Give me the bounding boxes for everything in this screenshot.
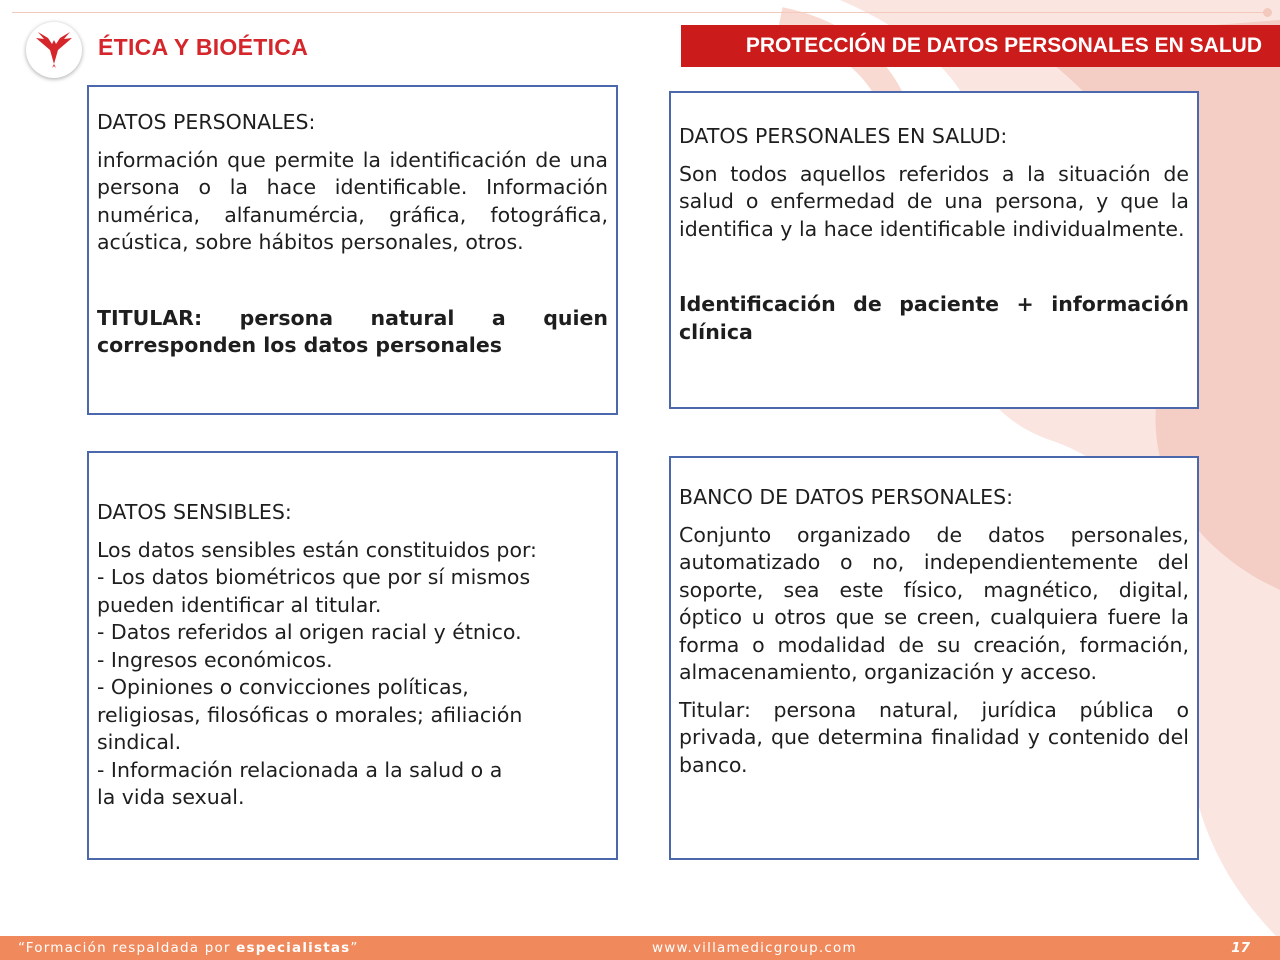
list-item: - Información relacionada a la salud o a	[97, 757, 503, 782]
section-title-banner	[681, 25, 1280, 67]
health-data-card	[669, 91, 1199, 409]
page-number: 17	[1231, 940, 1250, 956]
card-heading: DATOS PERSONALES EN SALUD:	[679, 124, 1008, 148]
card-heading: DATOS SENSIBLES:	[97, 500, 292, 524]
list-item: - Opiniones o convicciones políticas,	[97, 675, 469, 699]
footer-website: www.villamedicgroup.com	[652, 940, 857, 956]
list-item: pueden identificar al titular.	[97, 592, 382, 617]
card-body: información que permite la identificación de una persona o la hace identificable. Información numérica, alfanumércia, gráfica, fotográfica, acústica, sobre hábitos personales, otros.	[97, 147, 608, 254]
slogan-emphasis: especialistas	[236, 940, 351, 956]
card-heading: BANCO DE DATOS PERSONALES:	[679, 485, 1014, 509]
footer-slogan	[18, 940, 359, 956]
list-item: religiosas, filosóficas o morales; afiliación	[97, 702, 523, 727]
sensitive-data-list	[97, 537, 608, 812]
card-body: Conjunto organizado de datos personales, automatizado o no, independientemente del soporte, sea este físico, magnético, digital, óptico u otros que se creen, cualquiera fuere la forma o modalidad de su creación, formación, almacenamiento, organización y acceso.	[679, 522, 1189, 684]
list-item: sindical.	[97, 730, 182, 754]
list-item: Los datos sensibles están constituidos por:	[97, 537, 537, 562]
holder-definition: Titular: persona natural, jurídica pública o privada, que determina finalidad y contenido del banco.	[679, 697, 1189, 777]
card-body: Son todos aquellos referidos a la situación de salud o enfermedad de una persona, y que la identifica y la hace identificable individualmente.	[679, 161, 1189, 241]
slogan-prefix: “Formación respaldada por	[18, 940, 237, 956]
course-title: ÉTICA Y BIOÉTICA	[98, 34, 309, 60]
slogan-suffix: ”	[350, 940, 359, 956]
section-title-text: PROTECCIÓN DE DATOS PERSONALES EN SALUD	[745, 34, 1262, 57]
list-item: - Datos referidos al origen racial y étnico.	[97, 620, 522, 644]
sensitive-data-card	[87, 451, 618, 860]
data-bank-card	[669, 456, 1199, 860]
holder-definition: TITULAR: persona natural a quien corresponden los datos personales	[97, 305, 608, 357]
card-heading: DATOS PERSONALES:	[97, 110, 316, 134]
personal-data-card	[87, 85, 618, 415]
list-item: - Ingresos económicos.	[97, 647, 333, 672]
list-item: - Los datos biométricos que por sí mismos	[97, 565, 531, 589]
footer-bar	[0, 936, 1280, 960]
formula-text: Identificación de paciente + información clínica	[679, 292, 1189, 344]
phoenix-logo-icon	[26, 22, 82, 78]
header-divider	[12, 12, 1268, 13]
list-item: la vida sexual.	[97, 785, 245, 809]
